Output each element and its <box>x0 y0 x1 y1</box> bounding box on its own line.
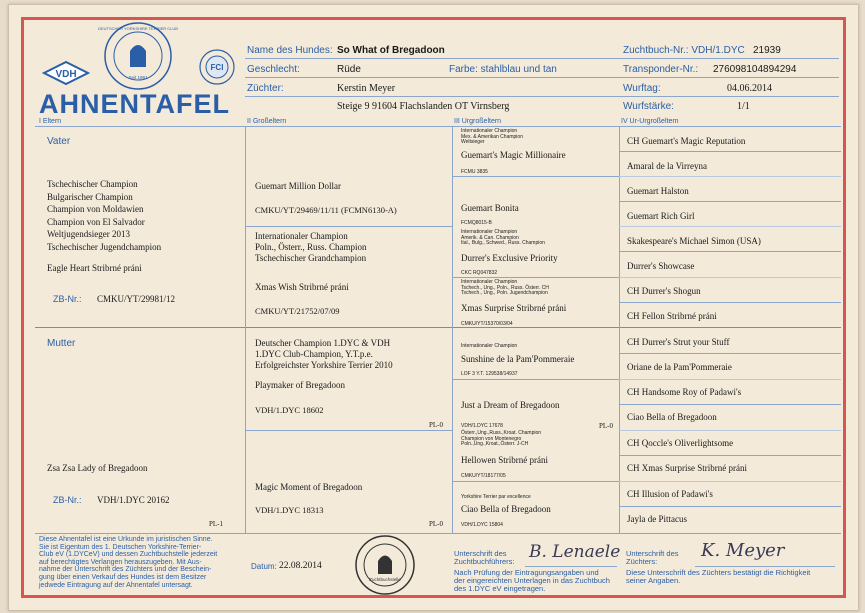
grandparent-pl: PL-0 <box>429 421 443 429</box>
gggp-name: CH Guemart's Magic Reputation <box>627 136 746 146</box>
gggp-name: Durrer's Showcase <box>627 261 695 271</box>
ggp-name: Hellowen Stribrné práni <box>461 455 548 465</box>
legal-notice-line: Sie ist Eigentum des 1. Deutschen Yorkshire-Terrier- <box>39 543 202 551</box>
grandparent-title: Internationaler Champion <box>255 231 348 241</box>
grid-line <box>245 430 452 431</box>
grid-line <box>619 379 841 380</box>
ggp-titles <box>461 129 523 146</box>
signature-2: K. Meyer <box>701 540 785 561</box>
legal-notice <box>39 536 217 589</box>
ggp-name: Just a Dream of Bregadoon <box>461 400 560 410</box>
grid-line <box>619 506 841 507</box>
grandparent-name: Magic Moment of Bregadoon <box>255 482 363 492</box>
litter-value: 04.06.2014 <box>727 83 772 94</box>
grandparent-reg: VDH/1.DYC 18313 <box>255 505 324 515</box>
ggp-name: Guemart's Magic Millionaire <box>461 150 566 160</box>
grandparent-title: 1.DYC Club-Champion, Y.T.p.e. <box>255 349 373 359</box>
signature-1-label <box>454 550 514 566</box>
ggp-title: Mex. & Amerikan Champion <box>461 133 523 140</box>
ggp-reg: FCMU 3835 <box>461 169 488 175</box>
grandparent-reg: CMKU/YT/29469/11/11 (FCMN6130-A) <box>255 205 397 215</box>
grid-line <box>35 126 841 127</box>
gggp-name: CH Durrer's Strut your Stuff <box>627 337 730 347</box>
club-seal-year: Seit 1991 <box>128 75 148 80</box>
legal-notice-line: Diese Ahnentafel ist eine Urkunde im juristischen Sinne. <box>39 536 213 543</box>
ggp-titles <box>461 230 545 247</box>
signature-2-label-line: Unterschrift des <box>626 549 679 558</box>
grandparent-titles <box>255 231 367 264</box>
signature-1-label-line: Zuchtbuchführers: <box>454 557 515 566</box>
dog-name: So What of Bregadoon <box>337 45 445 56</box>
gggp-name: CH Durrer's Shogun <box>627 286 701 296</box>
ggp-title: Internationaler Champion <box>461 343 518 349</box>
date-label: Datum: <box>251 562 277 571</box>
zb-label: Zuchtbuch-Nr.: VDH/1.DYC <box>623 45 745 56</box>
column-header-4: IV Ur-Urgroßeltern <box>621 118 679 125</box>
sex-label: Geschlecht: <box>247 64 300 75</box>
ggp-name: Durrer's Exclusive Priority <box>461 253 558 263</box>
grandparent-title: Deutscher Champion 1.DYC & VDH <box>255 338 391 348</box>
signature-1-line <box>525 566 617 567</box>
gggp-name: Oriane de la Pam'Pommeraie <box>627 362 732 372</box>
legal-notice-line: auf berechtigtes Verlangen herauszugeben. Mit Aus- <box>39 558 202 566</box>
grid-line <box>619 251 841 252</box>
grid-line <box>619 176 841 177</box>
father-titles <box>47 178 161 253</box>
ggp-name: Sunshine de la Pam'Pommeraie <box>461 354 575 364</box>
grandparent-name: Playmaker of Bregadoon <box>255 380 345 390</box>
divider <box>245 77 839 78</box>
signature-1: B. Lenaele <box>529 542 621 562</box>
ggp-name: Xmas Surprise Stribrné práni <box>461 303 567 313</box>
breeder-value: Kerstin Meyer <box>337 83 396 94</box>
gggp-name: Amaral de la Virreyna <box>627 161 708 171</box>
grandparent-titles <box>255 338 393 371</box>
grid-line <box>619 481 841 482</box>
grandparent-reg: CMKU/YT/21752/07/09 <box>255 306 340 316</box>
zb-number: 21939 <box>753 45 781 56</box>
grandparent-name: Xmas Wish Stribrné práni <box>255 282 349 292</box>
ggp-title: Tschech., Ung., Poln. Jugendchampion <box>461 290 548 296</box>
ggp-title: Tschech., Ung., Poln., Russ. Österr. CH <box>461 284 549 291</box>
vdh-logo <box>43 61 89 85</box>
ggp-reg: VDH/1.DYC 15804 <box>461 522 503 528</box>
grid-line <box>452 379 619 380</box>
father-name: Eagle Heart Stribrné práni <box>47 263 142 273</box>
grid-line <box>452 176 619 177</box>
gggp-name: CH Qoccle's Oliverlightsome <box>627 438 734 448</box>
pedigree-certificate <box>8 4 859 611</box>
father-title: Champion von Moldawien <box>47 204 144 214</box>
grid-line <box>619 277 841 278</box>
ggp-reg: CMKU/YT/18177/05 <box>461 473 506 479</box>
ggp-title: Champion von Montenegro <box>461 435 522 442</box>
gggp-name: CH Handsome Roy of Padawi's <box>627 387 742 397</box>
column-header-2: II Großeltern <box>247 118 287 125</box>
address-value: Steige 9 91604 Flachslanden OT Virnsberg <box>337 101 510 112</box>
mother-zb-label: ZB-Nr.: <box>53 495 82 505</box>
page-title: AHNENTAFEL <box>39 89 230 119</box>
grandparent-reg: VDH/1.DYC 18602 <box>255 405 324 415</box>
ggp-titles <box>461 431 541 448</box>
grid-line <box>35 327 841 328</box>
stamp-seal-text: Zuchtbuchstelle <box>369 577 401 582</box>
grid-line <box>452 481 619 482</box>
strength-value: 1/1 <box>737 101 750 112</box>
signature-2-label-line: Züchters: <box>626 557 658 566</box>
mother-name: Zsa Zsa Lady of Bregadoon <box>47 463 148 473</box>
transponder-label: Transponder-Nr.: <box>623 64 699 75</box>
ggp-reg: CMKU/YT/15370/03/04 <box>461 321 513 327</box>
grid-line <box>619 353 841 354</box>
gggp-name: Jayla de Pittacus <box>627 514 687 524</box>
legal-notice-line: gung über einen Verkauf des Hundes ist dem Besitzer <box>39 573 207 581</box>
signature-2-line <box>695 566 835 567</box>
father-zb-label: ZB-Nr.: <box>53 294 82 304</box>
fci-seal-icon <box>199 49 235 85</box>
ggp-name: Guemart Bonita <box>461 203 519 213</box>
ggp-title: Österr.,Ung.,Russ.,Kroat. Champion <box>461 430 542 436</box>
strength-label: Wurfstärke: <box>623 101 674 112</box>
ggp-title: Internationaler Champion <box>461 229 518 235</box>
father-title: Tschechischer Jugendchampion <box>47 241 162 252</box>
grid-line <box>35 533 841 534</box>
ggp-name: Ciao Bella of Bregadoon <box>461 504 551 514</box>
signature-2-note-line: Diese Unterschrift des Züchters bestätigt die Richtigkeit <box>626 568 811 577</box>
grid-line <box>619 201 841 202</box>
father-title: Bulgarischer Champion <box>47 191 133 202</box>
ggp-reg: LOF 3 Y.T. 129538/14937 <box>461 371 518 377</box>
father-title: Champion von El Salvador <box>47 216 145 227</box>
sex-value: Rüde <box>337 64 361 75</box>
name-label: Name des Hundes: <box>247 45 333 56</box>
grandparent-title: Tschechischer Grandchampion <box>255 253 367 263</box>
grid-line <box>452 126 453 533</box>
gggp-name: CH Fellon Stribrné práni <box>627 311 717 321</box>
gggp-name: Guemart Rich Girl <box>627 211 695 221</box>
club-seal-icon <box>98 21 178 91</box>
father-title: Tschechischer Champion <box>47 179 138 189</box>
grid-line <box>619 302 841 303</box>
grid-line <box>619 226 841 227</box>
ggp-reg: CKC RQ047832 <box>461 270 498 276</box>
gggp-name: Guemart Halston <box>627 186 689 196</box>
gggp-name: CH Xmas Surprise Stribrné práni <box>627 463 747 473</box>
grid-line <box>619 126 620 533</box>
signature-2-note <box>626 569 810 585</box>
signature-1-label-line: Unterschrift des <box>454 549 507 558</box>
transponder-value: 276098104894294 <box>713 64 797 75</box>
signature-1-note-line: des 1.DYC eV eingetragen. <box>454 584 546 593</box>
grid-line <box>245 126 246 533</box>
gggp-name: CH Illusion of Padawi's <box>627 489 713 499</box>
date-value: 22.08.2014 <box>279 561 322 571</box>
ggp-title: Internationaler Champion <box>461 128 518 134</box>
father-zb-value: CMKU/YT/29981/12 <box>97 294 176 304</box>
mother-pl: PL-1 <box>209 520 223 528</box>
grid-line <box>619 151 841 152</box>
grandparent-title: Erfolgreichster Yorkshire Terrier 2010 <box>255 360 393 370</box>
column-header-1: I Eltern <box>39 118 62 125</box>
ggp-titles <box>461 344 517 350</box>
divider <box>245 96 839 97</box>
signature-1-note-line: Nach Prüfung der Eintragungsangaben und <box>454 568 599 577</box>
ggp-title: Poln.,Ung.,Kroat.,Österr. J-CH <box>461 441 529 447</box>
legal-notice-line: Club eV (1.DYCeV) und dessen Zuchtbuchstelle jederzeit <box>39 551 218 559</box>
gggp-name: Skakespeare's Michael Simon (USA) <box>627 236 761 246</box>
father-title: Weltjugendsieger 2013 <box>47 229 131 239</box>
club-seal-text: DEUTSCHER YORKSHIRE TERRIER CLUB <box>98 26 178 31</box>
ggp-pl: PL-0 <box>599 422 613 430</box>
ggp-title: Internationaler Champion <box>461 279 518 285</box>
ggp-reg: VDH/1.DYC 17678 <box>461 423 503 429</box>
color-label: Farbe: stahlblau und tan <box>449 64 557 75</box>
gggp-name: Ciao Bella of Bregadoon <box>627 412 717 422</box>
father-label: Vater <box>47 136 71 147</box>
ggp-reg: FCMQ8015-B <box>461 220 492 226</box>
signature-1-note <box>454 569 610 593</box>
stamp-seal-icon <box>354 534 416 596</box>
ggp-title: Yorkshire Terrier par excellence <box>461 494 531 500</box>
ggp-titles <box>461 280 549 297</box>
grid-line <box>619 430 841 431</box>
ggp-titles <box>461 495 531 501</box>
grid-line <box>619 404 841 405</box>
ggp-title: Ital., Bulg., Schwed., Russ. Champion <box>461 240 545 246</box>
ggp-title: Amerik. & Can. Champion <box>461 234 519 241</box>
legal-notice-line: nahme der Unterschrift des Züchters und der Beschein- <box>39 566 212 574</box>
grid-line <box>619 455 841 456</box>
vdh-logo-text: VDH <box>55 69 77 80</box>
signature-1-note-line: der eingereichten Unterlagen in das Zuchtbuch <box>454 576 610 585</box>
grandparent-title: Poln., Österr., Russ. Champion <box>255 242 367 252</box>
signature-2-label <box>626 550 679 566</box>
legal-notice-line: jedwede Eintragung auf der Ahnentafel untersagt. <box>39 581 193 589</box>
signature-2-note-line: seiner Angaben. <box>626 576 681 585</box>
fci-seal-text: FCI <box>210 63 224 72</box>
grandparent-pl: PL-0 <box>429 520 443 528</box>
mother-zb-value: VDH/1.DYC 20162 <box>97 495 170 505</box>
litter-label: Wurftag: <box>623 83 661 94</box>
grid-line <box>452 277 619 278</box>
divider <box>245 58 839 59</box>
grandparent-name: Guemart Million Dollar <box>255 181 341 191</box>
ggp-title: Weltsieger <box>461 139 485 145</box>
column-header-3: III Urgroßeltern <box>454 118 502 125</box>
breeder-label: Züchter: <box>247 83 284 94</box>
mother-label: Mutter <box>47 338 76 349</box>
grid-line <box>245 226 452 227</box>
